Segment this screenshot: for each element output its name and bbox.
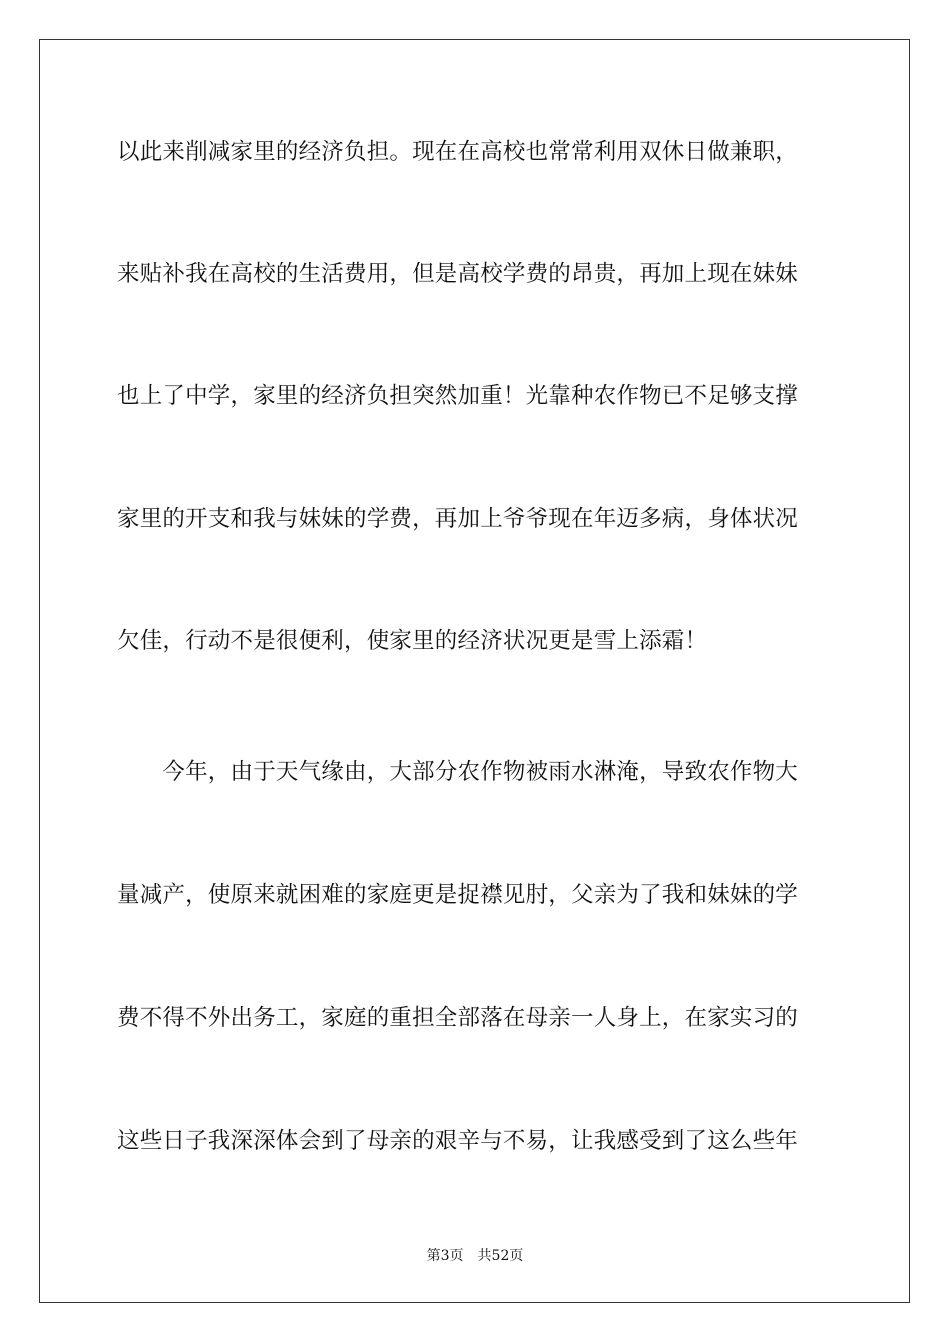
paragraph-line: 欠佳，行动不是很便利，使家里的经济状况更是雪上添霜！	[117, 628, 708, 654]
paragraph-line: 费不得不外出务工，家庭的重担全部落在母亲一人身上，在家实习的	[117, 1005, 799, 1031]
paragraph-line: 量减产，使原来就困难的家庭更是捉襟见肘，父亲为了我和妹妹的学	[117, 882, 799, 908]
paragraph-line: 这些日子我深深体会到了母亲的艰辛与不易，让我感受到了这么些年	[117, 1128, 799, 1154]
page-border	[39, 39, 910, 1303]
total-pages: 共52页	[477, 1248, 524, 1264]
page-footer	[0, 1247, 950, 1265]
paragraph-line: 来贴补我在高校的生活费用，但是高校学费的昂贵，再加上现在妹妹	[117, 261, 799, 287]
page-number: 第3页	[426, 1248, 464, 1264]
paragraph-line: 家里的开支和我与妹妹的学费，再加上爷爷现在年迈多病，身体状况	[117, 506, 799, 532]
paragraph-line: 也上了中学，家里的经济负担突然加重！光靠种农作物已不足够支撑	[117, 383, 799, 409]
paragraph-line: 今年，由于天气缘由，大部分农作物被雨水淋淹，导致农作物大	[117, 759, 799, 785]
paragraph-line: 以此来削减家里的经济负担。现在在高校也常常利用双休日做兼职，	[117, 139, 799, 165]
